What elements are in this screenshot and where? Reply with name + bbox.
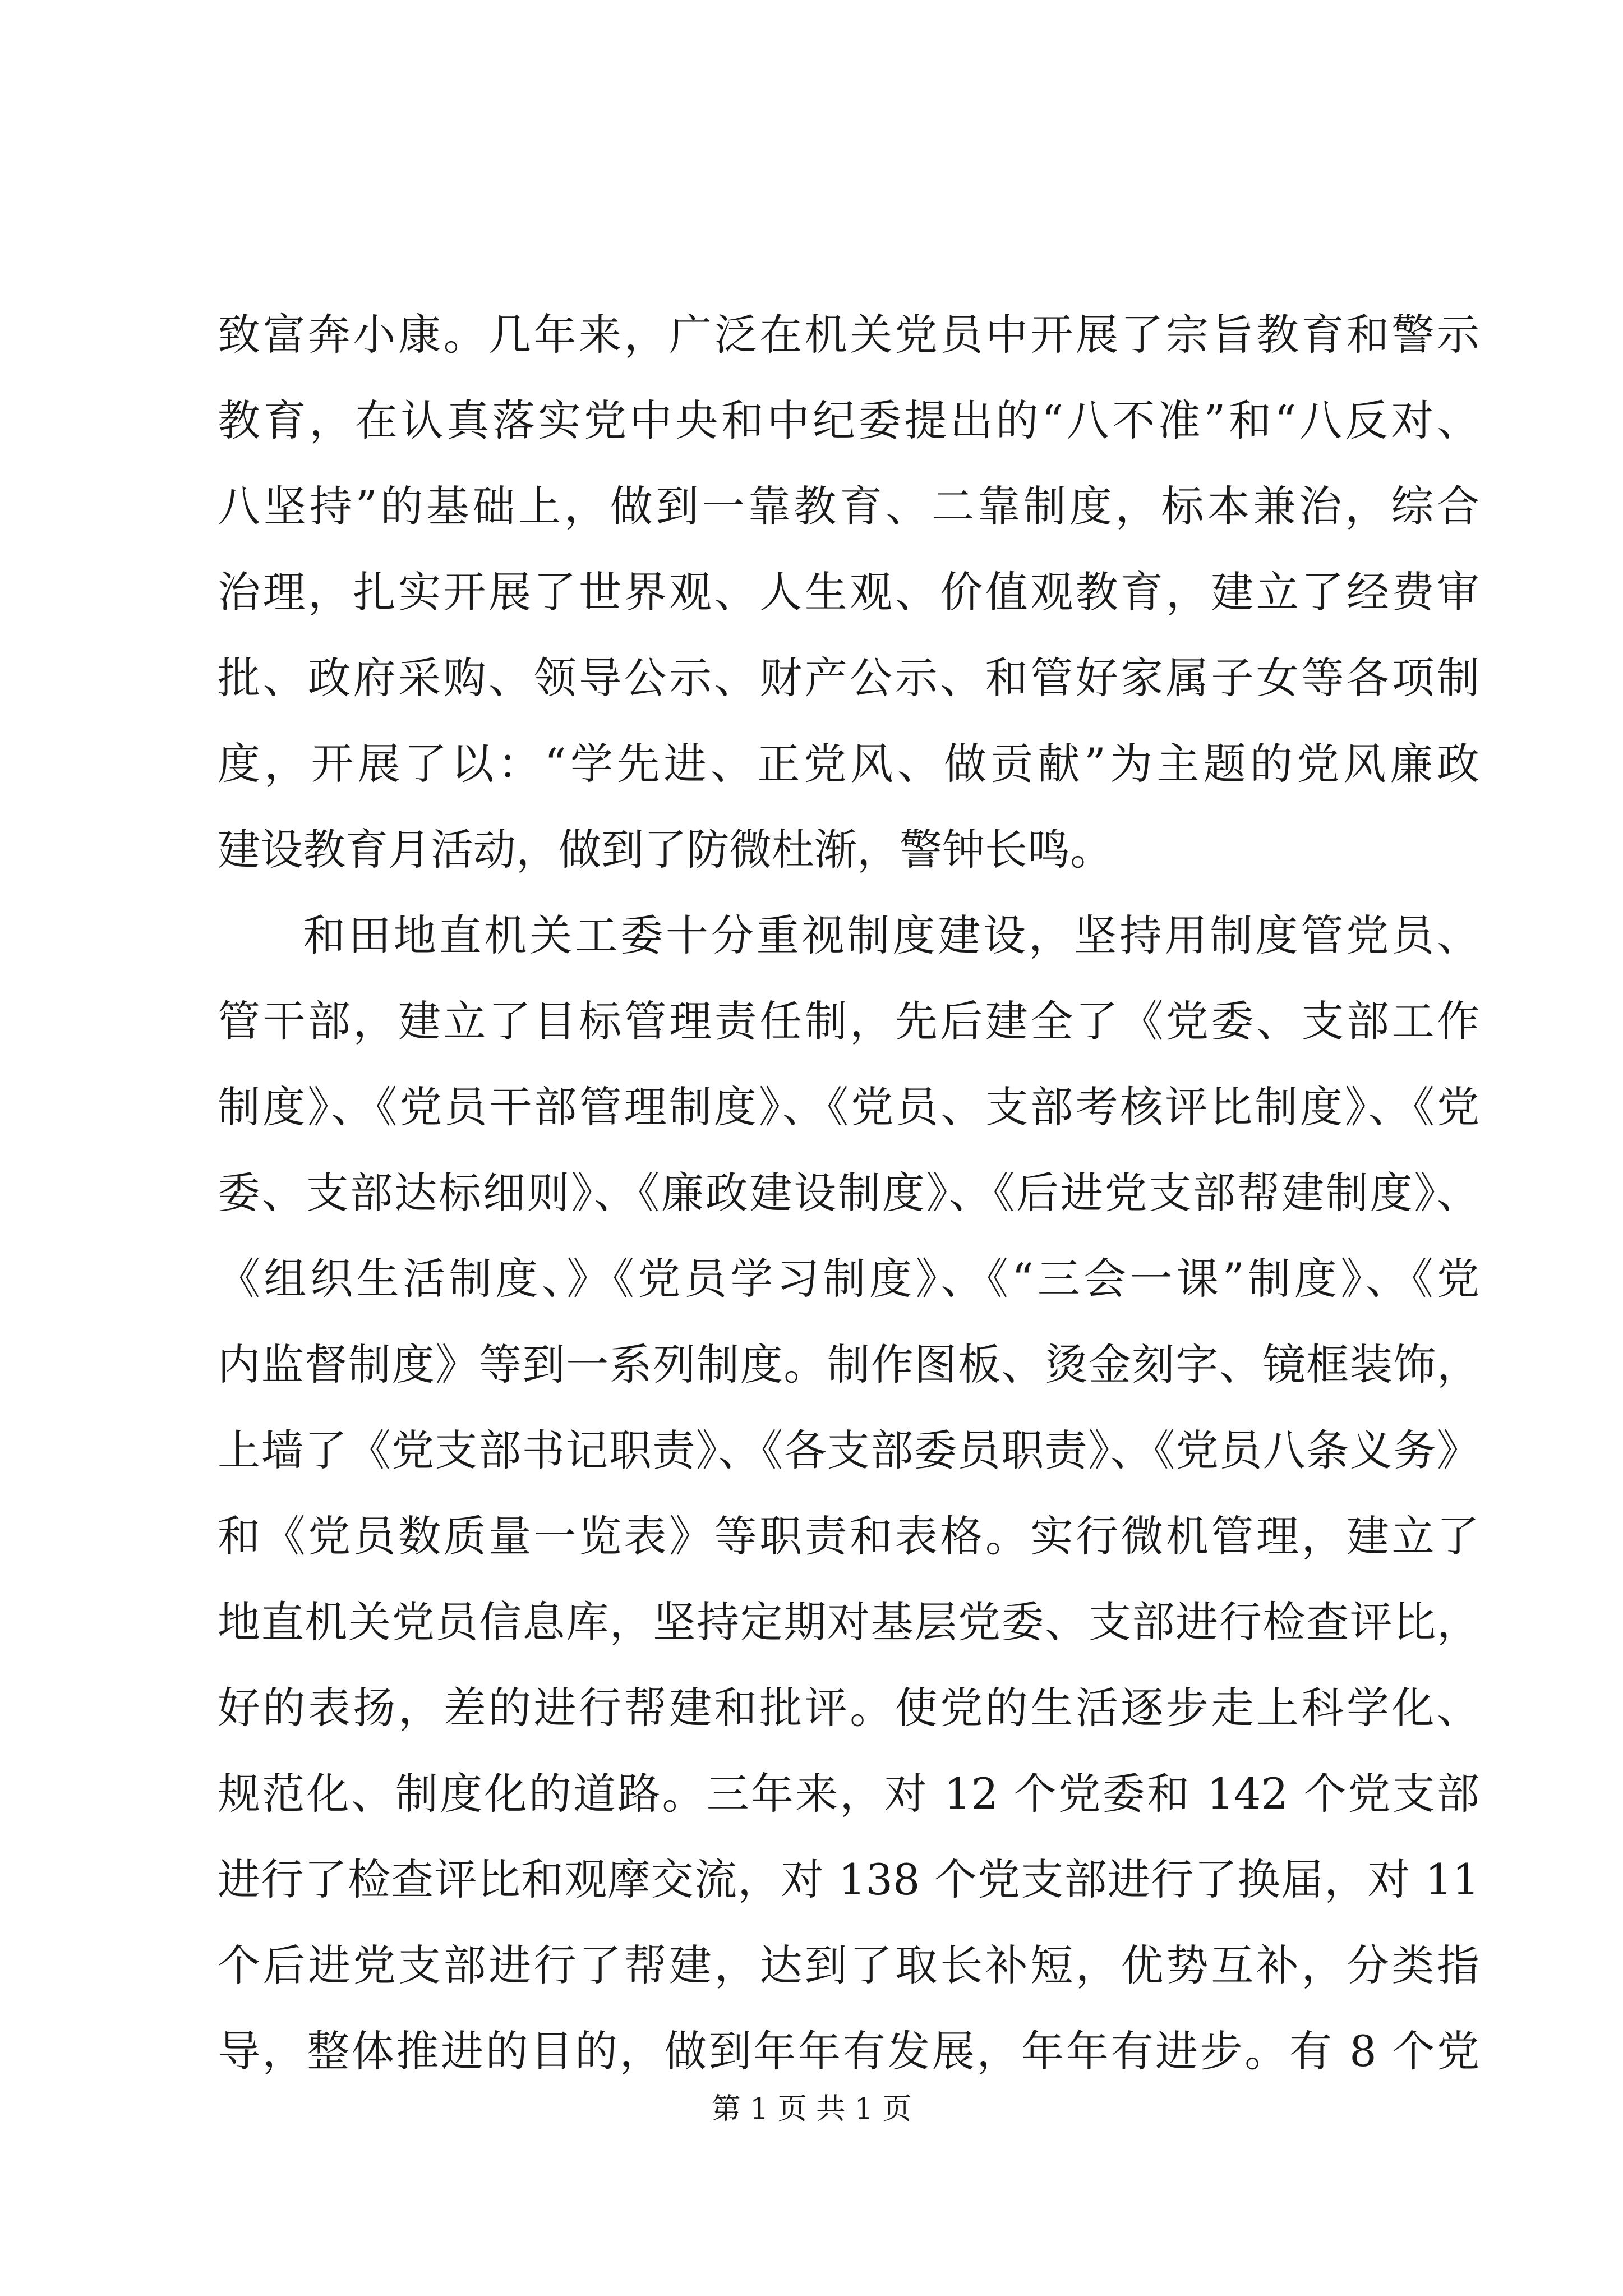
text-line: 导，整体推进的目的，做到年年有发展，年年有进步。有 8 个党 xyxy=(218,2026,1479,2076)
paragraph-first-line: 和田地直机关工委十分重视制度建设，坚持用制度管党员、 xyxy=(303,910,1479,960)
text-line: 八坚持”的基础上，做到一靠教育、二靠制度，标本兼治，综合 xyxy=(218,481,1479,531)
text-line: 建设教育月活动，做到了防微杜渐，警钟长鸣。 xyxy=(218,825,1113,875)
text-line: 管干部，建立了目标管理责任制，先后建全了《党委、支部工作 xyxy=(218,996,1479,1046)
text-line: 委、支部达标细则》、《廉政建设制度》、《后进党支部帮建制度》、 xyxy=(218,1168,1479,1218)
body-text xyxy=(218,292,1479,2094)
text-line: 内监督制度》等到一系列制度。制作图板、烫金刻字、镜框装饰， xyxy=(218,1340,1479,1389)
text-line: 教育，在认真落实党中央和中纪委提出的“八不准”和“八反对、 xyxy=(218,395,1479,445)
text-line: 制度》、《党员干部管理制度》、《党员、支部考核评比制度》、《党 xyxy=(218,1082,1479,1132)
text-line: 《组织生活制度、》《党员学习制度》、《“三会一课”制度》、《党 xyxy=(218,1254,1479,1304)
text-line: 批、政府采购、领导公示、财产公示、和管好家属子女等各项制 xyxy=(218,653,1479,703)
text-line: 规范化、制度化的道路。三年来，对 12 个党委和 142 个党支部 xyxy=(218,1769,1479,1819)
text-line: 治理，扎实开展了世界观、人生观、价值观教育，建立了经费审 xyxy=(218,567,1479,617)
text-line: 和《党员数质量一览表》等职责和表格。实行微机管理，建立了 xyxy=(218,1511,1479,1561)
text-line: 好的表扬，差的进行帮建和批评。使党的生活逐步走上科学化、 xyxy=(218,1683,1479,1733)
page-number-footer: 第 1 页 共 1 页 xyxy=(711,2092,912,2126)
text-line: 地直机关党员信息库，坚持定期对基层党委、支部进行检查评比， xyxy=(218,1597,1479,1647)
text-line: 致富奔小康。几年来，广泛在机关党员中开展了宗旨教育和警示 xyxy=(218,310,1479,360)
text-line: 度，开展了以：“学先进、正党风、做贡献”为主题的党风廉政 xyxy=(218,739,1479,789)
text-line: 个后进党支部进行了帮建，达到了取长补短，优势互补，分类指 xyxy=(218,1940,1479,1990)
text-line: 上墙了《党支部书记职责》、《各支部委员职责》、《党员八条义务》 xyxy=(218,1425,1479,1475)
text-line: 进行了检查评比和观摩交流，对 138 个党支部进行了换届，对 11 xyxy=(218,1855,1479,1904)
